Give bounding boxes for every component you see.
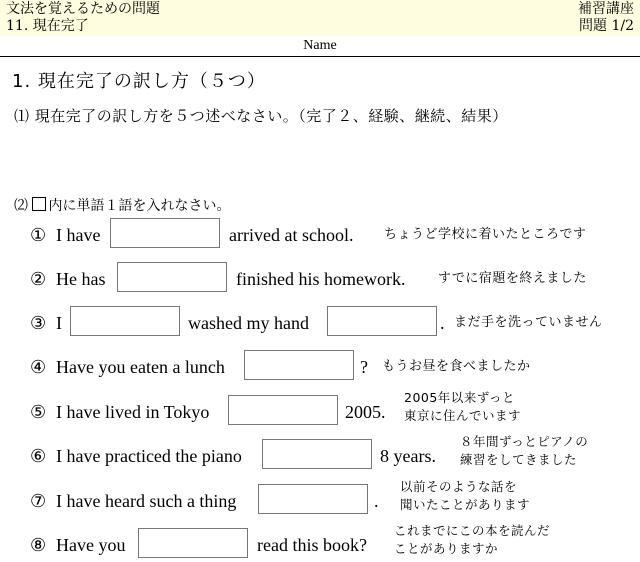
item-translation: 聞いたことがあります — [400, 497, 531, 512]
item-text: Have you eaten a lunch — [56, 357, 225, 377]
item-translation: すでに宿題を終えました — [438, 271, 587, 286]
item-translation: ８年間ずっとピアノの — [460, 434, 589, 449]
item-translation: これまでにこの本を読んだ — [394, 523, 551, 538]
item-text: read this book? — [257, 535, 367, 555]
item-text: washed my hand — [188, 313, 309, 333]
item-number: ① — [30, 225, 47, 245]
name-label: Name — [303, 38, 337, 53]
item-text: I have heard such a thing — [56, 491, 237, 511]
question-2-text: 内に単語１語を入れなさい。 — [48, 198, 231, 214]
header-divider — [0, 56, 640, 57]
answer-input[interactable] — [228, 395, 338, 425]
question-2 — [14, 196, 230, 216]
answer-input[interactable] — [327, 306, 437, 336]
item-translation: まだ手を洗っていません — [454, 315, 603, 330]
section-title: 1. 現在完了の訳し方（５つ） — [12, 71, 266, 92]
answer-input[interactable] — [138, 528, 248, 558]
item-text: arrived at school. — [229, 225, 354, 245]
item-number: ④ — [30, 357, 47, 377]
answer-input[interactable] — [258, 484, 368, 514]
item-text: I have — [56, 225, 101, 245]
course-label: 補習講座 — [578, 1, 634, 17]
question-2-number: ⑵ — [14, 198, 28, 214]
item-number: ⑧ — [30, 535, 47, 555]
item-text: 8 years. — [380, 446, 436, 466]
blank-square-icon — [32, 197, 46, 211]
item-text: . — [374, 491, 379, 511]
lesson-title: 11. 現在完了 — [6, 18, 89, 34]
item-translation: 東京に住んでいます — [404, 408, 522, 423]
item-text: I — [56, 313, 62, 333]
answer-input[interactable] — [244, 350, 354, 380]
item-translation: ちょうど学校に着いたところです — [384, 227, 587, 242]
item-text: ? — [360, 357, 368, 377]
item-text: . — [440, 313, 445, 333]
item-translation: 練習をしてきました — [460, 452, 578, 467]
item-text: I have practiced the piano — [56, 446, 242, 466]
answer-input[interactable] — [117, 262, 227, 292]
answer-input[interactable] — [70, 306, 180, 336]
item-translation: 2005年以来ずっと — [404, 390, 516, 405]
item-text: He has — [56, 269, 106, 289]
worksheet-title: 文法を覚えるための問題 — [6, 1, 160, 17]
item-number: ③ — [30, 313, 47, 333]
item-number: ⑥ — [30, 446, 47, 466]
answer-input[interactable] — [262, 439, 372, 469]
item-text: 2005. — [345, 402, 386, 422]
page-indicator: 問題 1/2 — [579, 18, 634, 34]
item-number: ⑤ — [30, 402, 47, 422]
item-translation: ことがありますか — [394, 541, 499, 556]
answer-input[interactable] — [110, 218, 220, 248]
item-text: I have lived in Tokyo — [56, 402, 210, 422]
question-1: ⑴ 現在完了の訳し方を５つ述べなさい。（完了２、経験、継続、結果） — [14, 107, 508, 125]
item-number: ⑦ — [30, 491, 47, 511]
item-translation: 以前そのような話を — [400, 479, 518, 494]
item-number: ② — [30, 269, 47, 289]
item-text: Have you — [56, 535, 126, 555]
page-header — [0, 0, 640, 36]
item-text: finished his homework. — [236, 269, 406, 289]
item-translation: もうお昼を食べましたか — [382, 359, 531, 374]
